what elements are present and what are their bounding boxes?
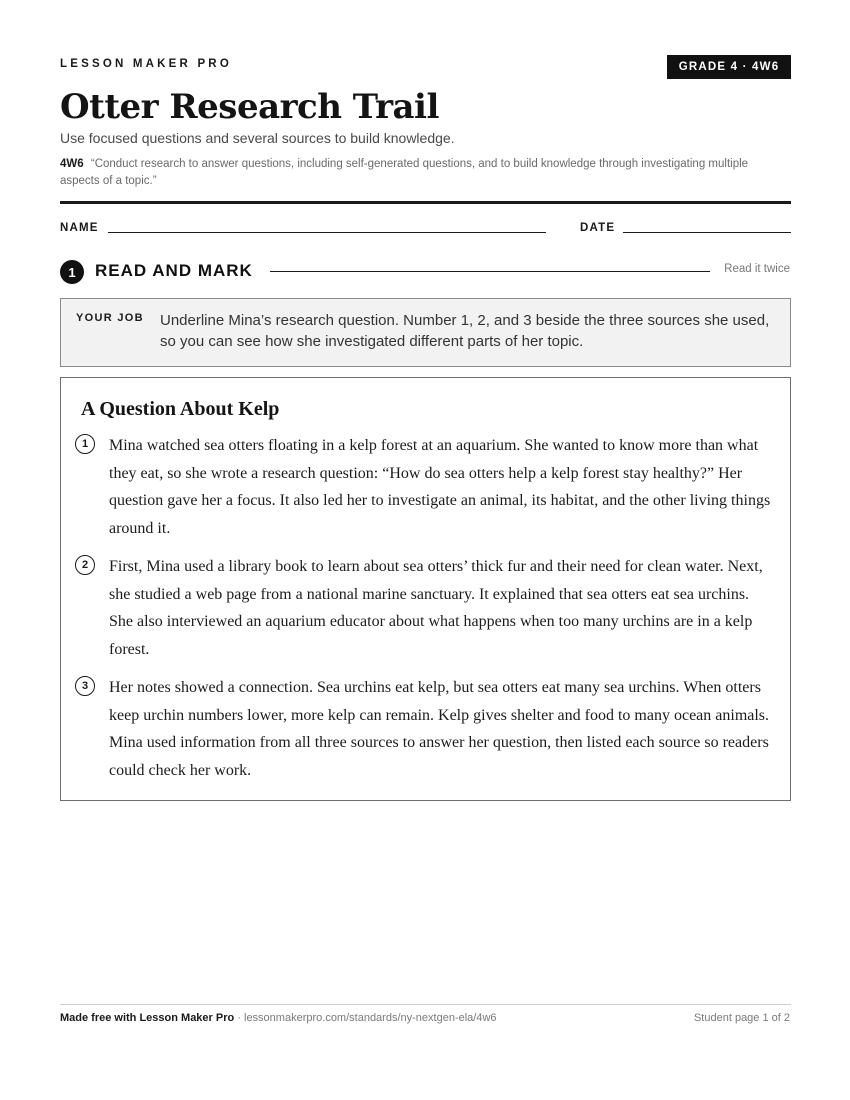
standard-text: “Conduct research to answer questions, including self-generated questions, and to build knowledge through investigating multiple aspects of a topic.” xyxy=(60,158,749,187)
your-job-box xyxy=(60,298,791,367)
section-divider xyxy=(270,271,710,272)
page-subtitle: Use focused questions and several sources to build knowledge. xyxy=(60,130,455,146)
name-line[interactable] xyxy=(108,232,546,233)
standard-code: 4W6 xyxy=(60,158,84,170)
section-title: READ AND MARK xyxy=(95,261,253,280)
your-job-label: YOUR JOB xyxy=(76,312,144,324)
paragraph-number-circle: 3 xyxy=(75,676,95,696)
footer-separator: · xyxy=(234,1012,244,1024)
footer-divider xyxy=(60,1004,791,1005)
paragraph xyxy=(75,674,775,785)
paragraph-text: Her notes showed a connection. Sea urchins eat kelp, but sea otters eat many sea urchins. When otters keep urchin numbers lower, more kelp can remain. Kelp gives shelter and food to many ocean animals. Mina used information from all three sources to answer her question, then listed each source so readers could check her work. xyxy=(109,679,770,780)
name-label: NAME xyxy=(60,222,99,234)
header-divider xyxy=(60,201,791,204)
standard-description xyxy=(60,156,780,190)
date-label: DATE xyxy=(580,222,616,234)
paragraph-text: Mina watched sea otters floating in a kelp forest at an aquarium. She wanted to know more than what they eat, so she wrote a research question: “How do sea otters help a kelp forest stay healthy?” Her question gave her a focus. It also led her to investigate an animal, its habitat, and the other living things around it. xyxy=(109,437,771,538)
page-title: Otter Research Trail xyxy=(60,87,439,127)
date-line[interactable] xyxy=(623,232,791,233)
paragraph-text: First, Mina used a library book to learn about sea otters’ thick fur and their need for clean water. Next, she studied a web page from a national marine sanctuary. It explained that sea otters eat sea urchins. She also interviewed an aquarium educator about what happens when too many urchins are in a kelp forest. xyxy=(109,558,763,659)
footer-url[interactable]: lessonmakerpro.com/standards/ny-nextgen-ela/4w6 xyxy=(244,1012,497,1024)
section-note: Read it twice xyxy=(724,263,790,275)
grade-badge: GRADE 4 · 4W6 xyxy=(667,55,791,79)
footer-credit xyxy=(60,1012,497,1024)
paragraph-number-circle: 2 xyxy=(75,555,95,575)
paragraph xyxy=(75,553,775,664)
footer-page-number: Student page 1 of 2 xyxy=(693,1012,790,1024)
passage-title: A Question About Kelp xyxy=(81,398,280,420)
passage-box xyxy=(60,377,791,801)
footer-made-with: Made free with Lesson Maker Pro xyxy=(60,1012,235,1024)
your-job-text: Underline Mina’s research question. Number 1, 2, and 3 beside the three sources she used, so you can see how she investigated different parts of her topic. xyxy=(160,312,770,350)
section-number-badge: 1 xyxy=(60,260,84,284)
paragraph xyxy=(75,432,775,543)
brand-label: LESSON MAKER PRO xyxy=(60,58,232,70)
paragraph-number-circle: 1 xyxy=(75,434,95,454)
